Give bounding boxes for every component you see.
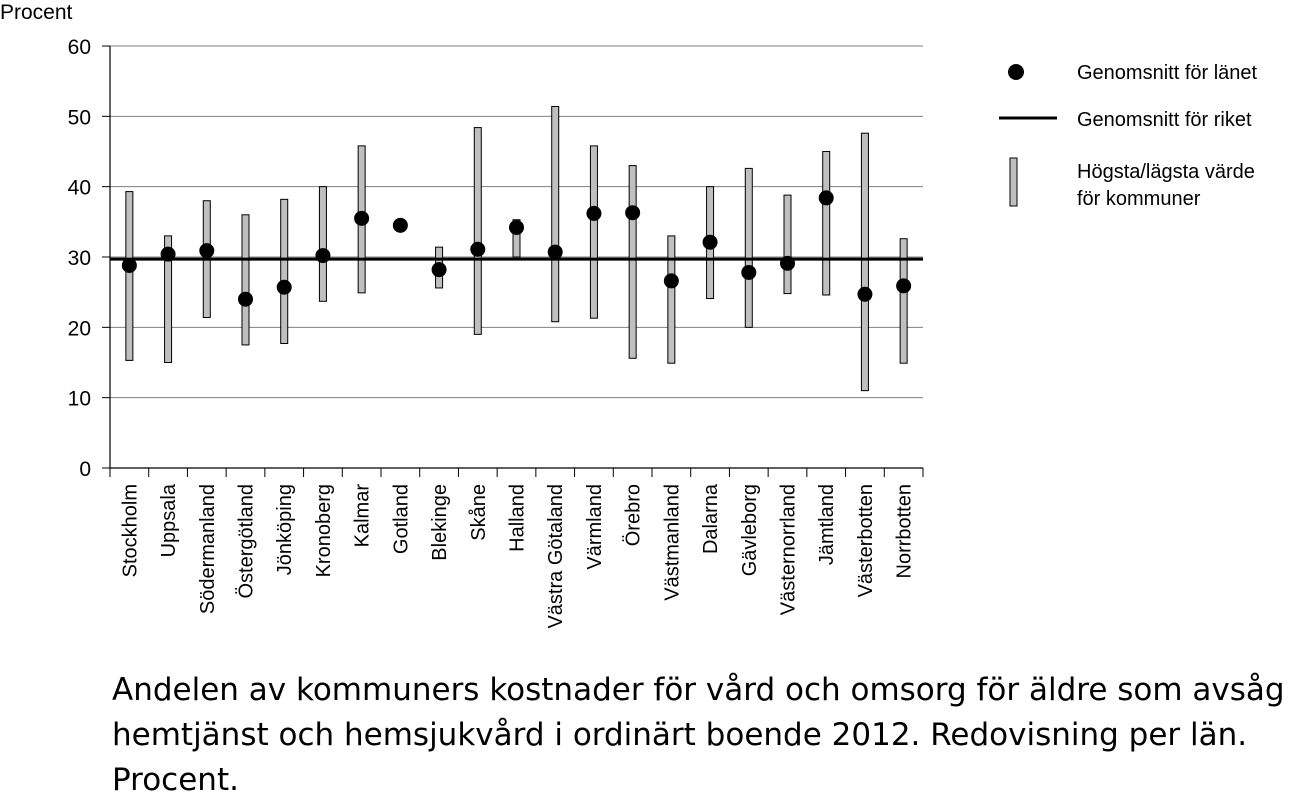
x-tick-label: Västmanland [661,484,684,601]
x-tick-label: Stockholm [119,484,142,578]
x-tick-label: Blekinge [429,483,452,561]
legend-range-bar [1010,158,1017,206]
range-bars [126,106,907,390]
mean-dot [354,211,369,226]
range-bar [784,195,791,293]
range-bar [474,128,481,335]
mean-dot [664,273,679,288]
y-tick-label: 50 [67,106,91,130]
mean-dot [238,292,253,307]
range-bar [900,239,907,363]
range-bar [823,152,830,295]
x-tick-label: Uppsala [158,484,181,558]
mean-dot [315,248,330,263]
mean-dot [277,280,292,295]
x-tick-label: Halland [506,484,529,552]
mean-dot [509,220,524,235]
mean-dot [741,265,756,280]
legend-range-label-1: Högsta/lägsta värde [1077,161,1255,183]
range-bar [281,199,288,343]
x-tick-label: Örebro [622,484,645,547]
y-tick-label: 0 [79,458,91,481]
x-tick-label: Östergötland [235,484,258,599]
legend-range-label-2: för kommuner [1077,188,1201,210]
range-bar [319,187,326,302]
legend [999,62,1258,210]
y-tick-label: 10 [67,387,91,411]
mean-dot [470,242,485,257]
mean-dot [780,256,795,271]
chart-caption: Andelen av kommuners kostnader för vård och omsorg för äldre som avsåg hemtjänst och hemsjukvård i ordinärt boende 2012. Redovisning per län. Procent. [112,672,1285,798]
y-axis-label: Procent [0,1,73,24]
range-bar [629,166,636,359]
range-bar [126,192,133,361]
range-bar [745,168,752,327]
range-bar [552,106,559,321]
x-tick-label: Gävleborg [738,484,761,577]
range-bar [668,236,675,363]
mean-dot [199,243,214,258]
x-tick-label: Skåne [467,484,490,541]
mean-dot [122,258,137,273]
mean-dot [819,190,834,205]
mean-dot [548,245,563,260]
y-tick-label: 60 [67,36,91,59]
mean-dot [393,218,408,233]
x-tick-label: Värmland [583,484,606,570]
legend-mean-label: Genomsnitt för länet [1077,62,1258,84]
range-bar [590,146,597,318]
legend-national-label: Genomsnitt för riket [1077,109,1252,131]
mean-dot [586,206,601,221]
mean-dot [703,235,718,250]
x-tick-label: Dalarna [700,484,723,555]
x-tick-label: Västernorrland [777,484,800,616]
mean-dot [625,205,640,220]
x-tick-labels [119,483,915,628]
x-tick-label: Jönköping [274,484,297,576]
range-bar [242,215,249,345]
x-tick-label: Västra Götaland [545,484,568,629]
mean-dot [161,247,176,262]
x-tick-label: Västerbotten [854,484,877,598]
mean-dot [857,287,872,302]
range-bar [861,133,868,390]
x-tick-label: Kronoberg [312,484,335,578]
mean-dot [432,262,447,277]
x-tick-label: Jämtland [816,484,839,566]
mean-dot [896,278,911,293]
legend-mean-dot [1008,64,1024,80]
y-tick-label: 20 [67,317,91,341]
y-tick-label: 40 [67,176,91,200]
x-tick-label: Norrbotten [893,484,916,579]
x-tick-label: Kalmar [351,484,374,548]
y-tick-label: 30 [67,247,91,270]
x-tick-label: Södermanland [196,484,219,615]
y-tick-labels [68,36,110,481]
axes [110,46,923,477]
x-tick-label: Gotland [390,484,413,555]
